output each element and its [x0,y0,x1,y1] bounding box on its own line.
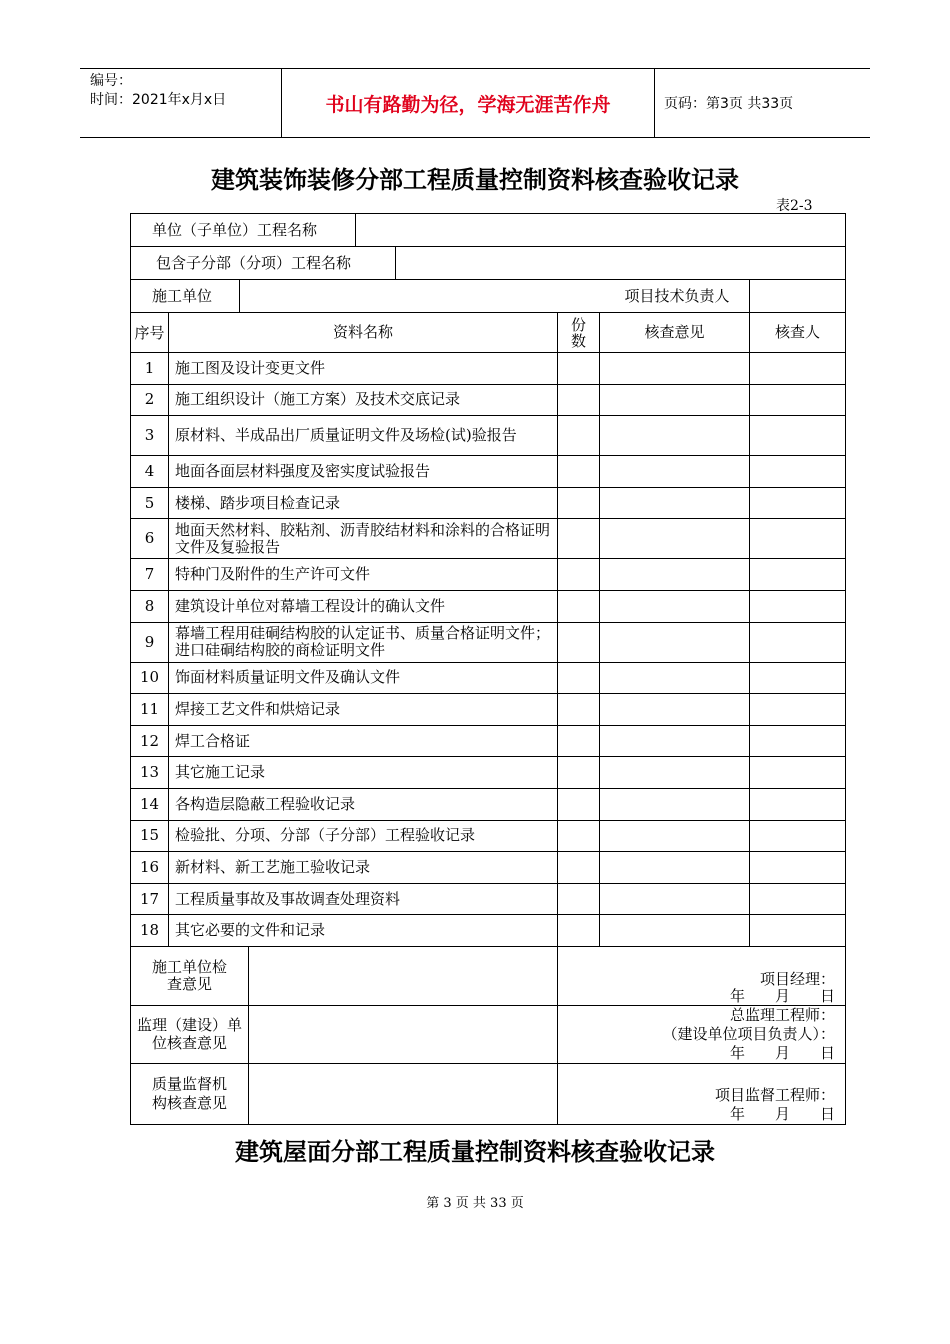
row-number: 13 [131,757,169,789]
row-count-cell[interactable] [558,622,600,662]
row-opinion-cell[interactable] [600,915,750,947]
row-checker-cell[interactable] [750,915,846,947]
quality-opinion-label: 质量监督机构核查意见 [131,1064,249,1124]
row-document-name: 地面各面层材料强度及密实度试验报告 [169,456,558,488]
row-number: 8 [131,590,169,622]
row-opinion-cell[interactable] [600,883,750,915]
number-label: 编号： [90,73,132,89]
row-checker-cell[interactable] [750,725,846,757]
row-opinion-cell[interactable] [600,559,750,591]
next-section-title: 建筑屋面分部工程质量控制资料核查验收记录 [235,1137,715,1166]
contractor-opinion-value[interactable] [249,947,557,1005]
row-count-cell[interactable] [558,820,600,852]
supervisor-opinion-value[interactable] [249,1006,557,1063]
table-row [131,757,846,789]
project-name-value[interactable] [356,214,845,246]
row-opinion-cell[interactable] [600,456,750,488]
row-document-name: 焊工合格证 [169,725,558,757]
contractor-sign-label: 项目经理： [760,969,836,988]
table-row [131,883,846,915]
row-number: 5 [131,487,169,519]
row-count-cell[interactable] [558,384,600,416]
row-document-name: 检验批、分项、分部（子分部）工程验收记录 [169,820,558,852]
col-header-checker: 核查人 [750,313,846,353]
table-row [131,662,846,694]
row-checker-cell[interactable] [750,353,846,385]
col-header-opinion: 核查意见 [600,313,750,353]
row-number: 7 [131,559,169,591]
row-checker-cell[interactable] [750,883,846,915]
row-document-name: 施工图及设计变更文件 [169,353,558,385]
project-name-label: 单位（子单位）工程名称 [131,214,356,246]
quality-sign-date: 年 月 日 [730,1104,836,1123]
row-document-name: 原材料、半成品出厂质量证明文件及场检(试)验报告 [169,416,558,456]
row-document-name: 其它必要的文件和记录 [169,915,558,947]
row-opinion-cell[interactable] [600,590,750,622]
page-header [80,68,870,138]
row-document-name: 幕墙工程用硅硐结构胶的认定证书、质量合格证明文件；进口硅硐结构胶的商检证明文件 [169,622,558,662]
table-row [131,416,846,456]
tech-lead-value[interactable] [750,280,845,312]
row-count-cell[interactable] [558,883,600,915]
supervisor-sign-label: 总监理工程师： [730,1005,836,1024]
row-document-name: 工程质量事故及事故调查处理资料 [169,883,558,915]
contractor-sign-date: 年 月 日 [730,986,836,1005]
row-number: 15 [131,820,169,852]
row-count-cell[interactable] [558,694,600,726]
row-checker-cell[interactable] [750,788,846,820]
row-checker-cell[interactable] [750,559,846,591]
row-document-name: 焊接工艺文件和烘焙记录 [169,694,558,726]
table-row [131,788,846,820]
table-row [131,915,846,947]
table-number: 表2-3 [776,198,813,214]
quality-opinion-value[interactable] [249,1064,557,1124]
row-document-name: 地面天然材料、胶粘剂、沥青胶结材料和涂料的合格证明文件及复验报告 [169,519,558,559]
row-number: 16 [131,852,169,884]
row-number: 1 [131,353,169,385]
row-document-name: 其它施工记录 [169,757,558,789]
sub-project-value[interactable] [396,247,845,279]
table-row [131,384,846,416]
row-opinion-cell[interactable] [600,487,750,519]
document-title: 建筑装饰装修分部工程质量控制资料核查验收记录 [211,165,739,194]
row-opinion-cell[interactable] [600,662,750,694]
contractor-label: 施工单位 [131,280,240,312]
row-count-cell[interactable] [558,519,600,559]
row-document-name: 各构造层隐蔽工程验收记录 [169,788,558,820]
row-checker-cell[interactable] [750,757,846,789]
row-checker-cell[interactable] [750,622,846,662]
row-checker-cell[interactable] [750,487,846,519]
row-count-cell[interactable] [558,353,600,385]
row-checker-cell[interactable] [750,416,846,456]
row-opinion-cell[interactable] [600,519,750,559]
row-document-name: 施工组织设计（施工方案）及技术交底记录 [169,384,558,416]
tech-lead-label: 项目技术负责人 [605,280,750,312]
supervisor-sign-label-2: （建设单位项目负责人）： [662,1024,836,1043]
row-opinion-cell[interactable] [600,852,750,884]
row-number: 12 [131,725,169,757]
row-opinion-cell[interactable] [600,694,750,726]
row-number: 17 [131,883,169,915]
row-number: 10 [131,662,169,694]
row-number: 18 [131,915,169,947]
table-row [131,590,846,622]
contractor-opinion-label: 施工单位检查意见 [131,947,249,1005]
row-opinion-cell[interactable] [600,416,750,456]
row-count-cell[interactable] [558,852,600,884]
row-document-name: 饰面材料质量证明文件及确认文件 [169,662,558,694]
col-header-no: 序号 [131,313,169,353]
row-document-name: 楼梯、踏步项目检查记录 [169,487,558,519]
row-count-cell[interactable] [558,456,600,488]
row-number: 9 [131,622,169,662]
row-number: 14 [131,788,169,820]
quality-sign-label: 项目监督工程师： [715,1085,836,1104]
row-count-cell[interactable] [558,915,600,947]
contractor-value[interactable] [240,280,605,312]
row-number: 6 [131,519,169,559]
row-count-cell[interactable] [558,590,600,622]
row-number: 3 [131,416,169,456]
row-count-cell[interactable] [558,757,600,789]
row-opinion-cell[interactable] [600,725,750,757]
table-row [131,487,846,519]
row-checker-cell[interactable] [750,662,846,694]
table-row [131,353,846,385]
table-row [131,559,846,591]
row-count-cell[interactable] [558,662,600,694]
row-count-cell[interactable] [558,725,600,757]
table-row [131,622,846,662]
row-count-cell[interactable] [558,416,600,456]
row-document-name: 特种门及附件的生产许可文件 [169,559,558,591]
col-header-count: 份数 [558,313,600,353]
table-row [131,519,846,559]
row-opinion-cell[interactable] [600,757,750,789]
row-checker-cell[interactable] [750,852,846,884]
row-opinion-cell[interactable] [600,820,750,852]
table-row [131,456,846,488]
table-row [131,852,846,884]
row-count-cell[interactable] [558,559,600,591]
motto: 书山有路勤为径，学海无涯苦作舟 [282,69,655,137]
table-row [131,694,846,726]
row-checker-cell[interactable] [750,519,846,559]
row-document-name: 建筑设计单位对幕墙工程设计的确认文件 [169,590,558,622]
row-opinion-cell[interactable] [600,384,750,416]
row-opinion-cell[interactable] [600,622,750,662]
row-checker-cell[interactable] [750,590,846,622]
row-checker-cell[interactable] [750,820,846,852]
page-number: 页码：第3页 共33页 [664,96,794,112]
row-number: 2 [131,384,169,416]
supervisor-opinion-label: 监理（建设）单位核查意见 [131,1006,249,1063]
table-row [131,725,846,757]
row-count-cell[interactable] [558,788,600,820]
row-opinion-cell[interactable] [600,788,750,820]
row-checker-cell[interactable] [750,384,846,416]
row-number: 11 [131,694,169,726]
inspection-table [130,213,846,1125]
row-opinion-cell[interactable] [600,353,750,385]
header-meta [80,69,282,137]
row-checker-cell[interactable] [750,694,846,726]
table-row [131,820,846,852]
col-header-name: 资料名称 [169,313,558,353]
row-checker-cell[interactable] [750,456,846,488]
row-count-cell[interactable] [558,487,600,519]
time-label: 时间：2021年x月x日 [90,92,227,108]
page-footer: 第 3 页 共 33 页 [426,1196,524,1211]
row-number: 4 [131,456,169,488]
row-document-name: 新材料、新工艺施工验收记录 [169,852,558,884]
sub-project-label: 包含子分部（分项）工程名称 [131,247,396,279]
supervisor-sign-date: 年 月 日 [730,1043,836,1062]
